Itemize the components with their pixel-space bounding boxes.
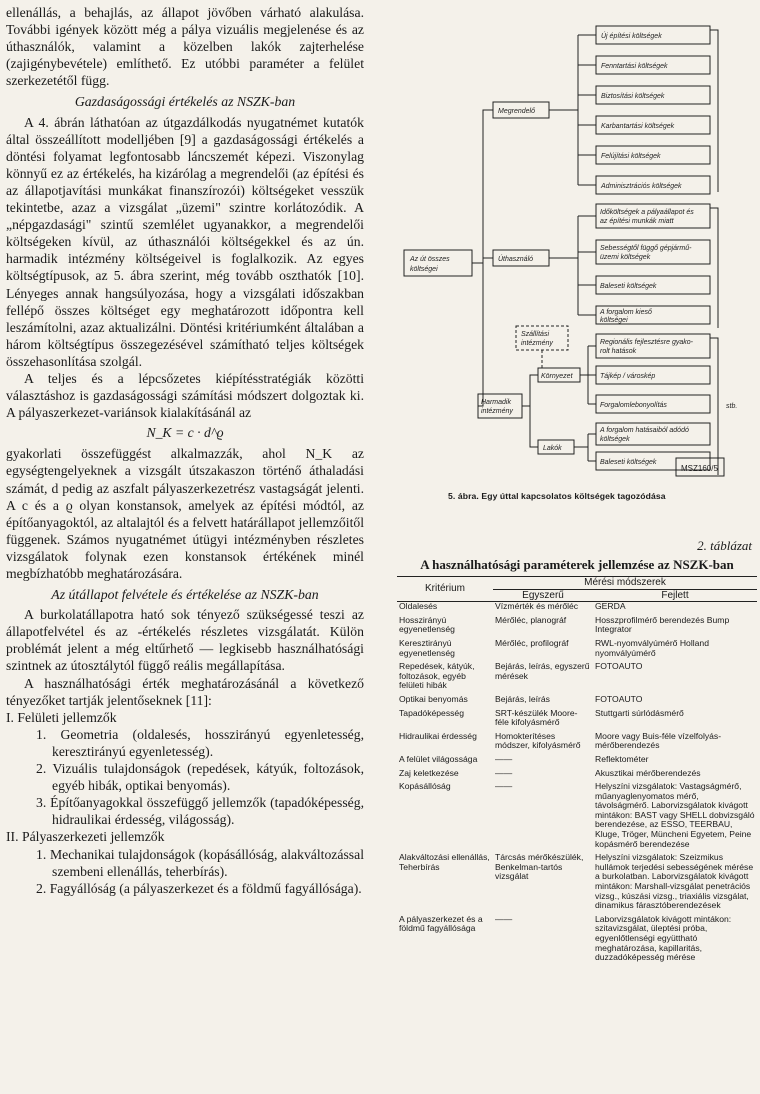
cell-kriterium: Repedések, kátyúk, foltozások, egyéb felületi hibák [399,661,475,691]
table-row [397,782,757,853]
figure-caption: 5. ábra. Egy úttal kapcsolatos költségek tagozódása [448,491,666,501]
formula: N_K = c · d^ϱ [146,425,224,441]
cell-egyszeru: Bejárás, leírás [495,693,550,704]
cell-fejlett: FOTOAUTO [595,661,643,672]
cell-fejlett: GERDA [595,601,626,612]
uthasznalo-item-1a: Időköltségek a pályaállapot és [600,209,694,216]
table-row [397,639,757,662]
factor-list [6,709,364,897]
cell-fejlett: Reflektométer [595,753,649,764]
cell-kriterium: Optikai benyomás [399,693,468,704]
table-row [397,769,757,783]
dashed-box-label-2: intézmény [521,340,553,347]
factor-list-item: I. Felületi jellemzők [6,709,117,725]
heading-utallapot: Az útállapot felvétele és értékelése az NSZK-ban [51,587,319,603]
cell-egyszeru: —— [495,781,513,792]
head-kriterium: Kritérium [424,583,465,595]
cell-kriterium: Hidraulikai érdesség [399,730,477,741]
cell-fejlett: Stuttgarti súrlódásmérő [595,707,684,718]
kornyezet-label: Környezet [541,373,573,380]
lakok-label: Lakók [543,445,562,452]
table-row [397,616,757,639]
table-row [397,755,757,769]
kornyezet-item-2: Tájkép / városkép [600,373,656,380]
root-label-1: Az út összes [410,256,450,263]
kornyezet-item-1b: rolt hatások [600,348,637,355]
megrendelo-item-2: Fenntartási költségek [601,63,668,70]
cell-fejlett: Moore vagy Buis-féle vízelfolyás-mérőberendezés [595,730,722,751]
dashed-box-label-1: Szállítási [521,331,550,338]
cell-fejlett: Akusztikai mérőberendezés [595,767,701,778]
table-row [397,853,757,915]
cell-egyszeru: —— [495,767,513,778]
uthasznalo-item-1b: az építési munkák miatt [600,218,674,225]
megrendelo-item-6: Adminisztrációs költségek [601,183,682,190]
diagram-svg [388,10,760,482]
lakok-item-2: Baleseti költségek [600,459,657,466]
uthasznalo-item-2b: üzemi költségek [600,254,651,261]
table-row [397,709,757,732]
table-body [397,602,757,967]
cell-kriterium: Keresztirányú egyenetlenség [399,637,455,658]
factor-list-item: 2. Vizuális tulajdonságok (repedések, kátyúk, foltozások, egyéb hibák, optikai benyomás). [36,761,364,794]
cell-egyszeru: SRT-készülék Moore-féle kifolyásmérő [495,707,578,728]
kornyezet-item-3: Forgalomlebonyolítás [600,402,667,409]
cell-fejlett: Helyszíni vizsgálatok: Vastagságmérő, műanyaglenyomatos mérő, távolságmérő. Laborvizsgálatok kivágott mintákon: BAST vagy SHELL dobvizsgáló berendezése, az ESSO, TEERBAU, Kluge, Tröger, Müncheni Egyetem, Peine kopásmérő berendezése [595,781,755,849]
table-row [397,732,757,755]
cell-egyszeru: Mérőléc, planográf [495,614,567,625]
cell-fejlett: Hosszprofilmérő berendezés Bump Integrator [595,614,730,635]
table-row [397,602,757,616]
factor-list-item: 1. Mechanikai tulajdonságok (kopásállóság, alakváltozással szembeni ellenállás, teherbírás). [36,846,364,879]
group-label-harmadik-2: intézmény [481,408,513,415]
cell-fejlett: Laborvizsgálatok kivágott mintákon: szitavizsgálat, üleptési próba, egyenlőtlenségi együttható meghatározása, kapillaritás, duzzadóképesség mérése [595,913,732,963]
cell-kriterium: Kopásállóság [399,781,451,792]
paragraph-factors: A használhatósági érték meghatározásánál a következő tényezőket tartják jelentőseknek [11]: [6,675,364,708]
uthasznalo-item-3: Baleseti költségek [600,283,657,290]
paragraph-constants: gyakorlati összefüggést alkalmazzák, ahol N_K az egységtengelyeknek a vizsgált útszakaszon történő áthaladási számát, d pedig az aszfalt pályaszerkezetrész vastagságát jelenti. A c és a ϱ olyan konstansok, amelyek az építési módtól, az építőanyagoktól, az altalajtól és a felvett határállapot jellemzőitől függenek. Számos nyugatnémet útügyi intézményben részletes vizsgálatok folynak ezen konstansok értékének minél megbízhatóbb meghatározására. [6,446,365,581]
heading-gazdasagossagi: Gazdaságossági értékelés az NSZK-ban [74,94,296,110]
factor-list-item: II. Pályaszerkezeti jellemzők [6,829,165,845]
cost-structure-diagram [388,10,760,482]
group-label-megrendelo: Megrendelő [498,108,535,115]
cell-egyszeru: Vízmérték és mérőléc [495,601,579,612]
cell-egyszeru: Tárcsás mérőkészülék, Benkelman-tartós vizsgálat [495,852,584,882]
paragraph-strategy: A teljes és a lépcsőzetes kiépítésstratégiák közötti választáshoz is gazdaságossági számítási módszert dolgoztak ki. A pályaszerkezet-variánsok kialakításánál az [6,370,364,421]
factor-list-item: 3. Építőanyagokkal összefüggő jellemzők (tapadóképesség, hidraulikai érdesség, világosság). [36,795,364,828]
megrendelo-item-1: Új építési költségek [601,33,662,40]
paragraph-condition: A burkolatállapotra ható sok tényező szükségessé teszi az állapotfelvétel és az -értékelés részletes vizsgálatát. Külön problémát jelent a még eltűrhető — legkisebb használhatósági szintnek az útosztálytól függő reális megállapítása. [6,607,364,674]
head-meresi: Mérési módszerek [493,577,757,590]
etc-label: stb. [726,403,738,410]
cell-egyszeru: Homokterítéses módszer, kifolyásmérő [495,730,581,751]
table-row [397,695,757,709]
cell-fejlett: Helyszíni vizsgálatok: Szeizmikus hullámok terjedési sebességének mérése a burkolatban. Laborvizsgálatok kivágott mintákon: Marshall-vizsgálat penetrációs vizsg., kúszási vizsg., triaxiális vizsgálat, dinamikus fárasztóberendezések [595,852,754,911]
cell-kriterium: A felület világossága [399,753,478,764]
megrendelo-item-4: Karbantartási költségek [601,123,675,130]
table-title: A használhatósági paraméterek jellemzése az NSZK-ban [420,557,734,572]
root-label-2: költségei [410,266,438,273]
factor-list-item: 1. Geometria (oldalesés, hosszirányú egyenletesség, keresztirányú egyenletesség). [36,726,364,759]
megrendelo-item-5: Felújítási költségek [601,153,661,160]
cell-egyszeru: Bejárás, leírás, egyszerű mérések [495,661,590,681]
cell-kriterium: Zaj keletkezése [399,767,459,778]
paragraph-intro: ellenállás, a behajlás, az állapot jövőben várható alakulása. További igények között még a pálya vizuális megjelenése és az úthasználók, valamint a közelben lakók zajterhelése (zajigénybevétele) említhető. Ez utóbbi paraméter a felület szerkezetétől függ. [6,5,364,89]
group-label-uthasznalo: Úthasználó [498,256,534,263]
megrendelo-item-3: Biztosítási költségek [601,93,665,100]
head-egyszeru: Egyszerű [522,589,564,601]
paragraph-economic-eval: A 4. ábrán láthatóan az útgazdálkodás nyugatnémet kutatók által összeállított modelljében [9] a gazdaságossági értékelés a döntési folyamat legfontosabb láncszemét képezi. Viszonylag könnyű ez az értékelés, ha kizárólag a megrendelői (az építési és az állapotjavítási munkákat finanszírozói) költségeket vesszük tekintetbe, azaz a vizsgálat „üzemi" szintre korlátozódik. A „népgazdasági" szintű szemlélet ugyanakkor, a megrendelői költségeken kívül, az úthasználói költségekkel és az ún. harmadik intézmény költségeivel is foglalkozik. Az egyes költségtípusok, az 5. ábra szerint, még tovább oszthatók [10]. Lényeges annak hangsúlyozása, hogy a vizsgálati időszakban fellépő összes költséget egy meghatározott időpontra kell leszámítolni, azaz aktualizálni. Döntési kritériumként általában a három költségtípus összegezésével számítható teljes költségek összehasonlítása szolgál. [6,114,364,369]
table-row [397,915,757,967]
cell-kriterium: Oldalesés [399,601,438,612]
group-label-harmadik-1: Harmadik [481,399,511,406]
head-fejlett: Fejlett [661,589,689,601]
uthasznalo-item-2a: Sebességtől függő gépjármű- [600,245,692,252]
uthasznalo-item-4a: A forgalom kieső [600,309,652,316]
cell-egyszeru: —— [495,753,513,764]
figure-mark: MSZ160/5 [681,464,718,473]
kornyezet-item-1a: Regionális fejlesztésre gyako- [600,339,693,346]
cell-fejlett: FOTOAUTO [595,693,643,704]
left-column [6,4,364,897]
cell-kriterium: Tapadóképesség [399,707,464,718]
lakok-item-1a: A forgalom hatásaiból adódó [600,427,689,434]
cell-fejlett: RWL-nyomvályúmérő Holland nyomvályúmérő [595,637,709,658]
uthasznalo-item-4b: költségei [600,317,628,324]
cell-egyszeru: —— [495,913,513,924]
parameter-table [397,576,757,967]
table-number: 2. táblázat [697,538,752,553]
cell-egyszeru: Mérőléc, profilográf [495,637,569,648]
cell-kriterium: Alakváltozási ellenállás, Teherbírás [399,852,490,872]
cell-kriterium: A pályaszerkezet és a földmű fagyállósága [399,913,483,934]
table-row [397,662,757,695]
lakok-item-1b: költségek [600,436,630,443]
factor-list-item: 2. Fagyállóság (a pályaszerkezet és a földmű fagyállósága). [36,880,362,896]
cell-kriterium: Hosszirányú egyenetlenség [399,614,455,635]
